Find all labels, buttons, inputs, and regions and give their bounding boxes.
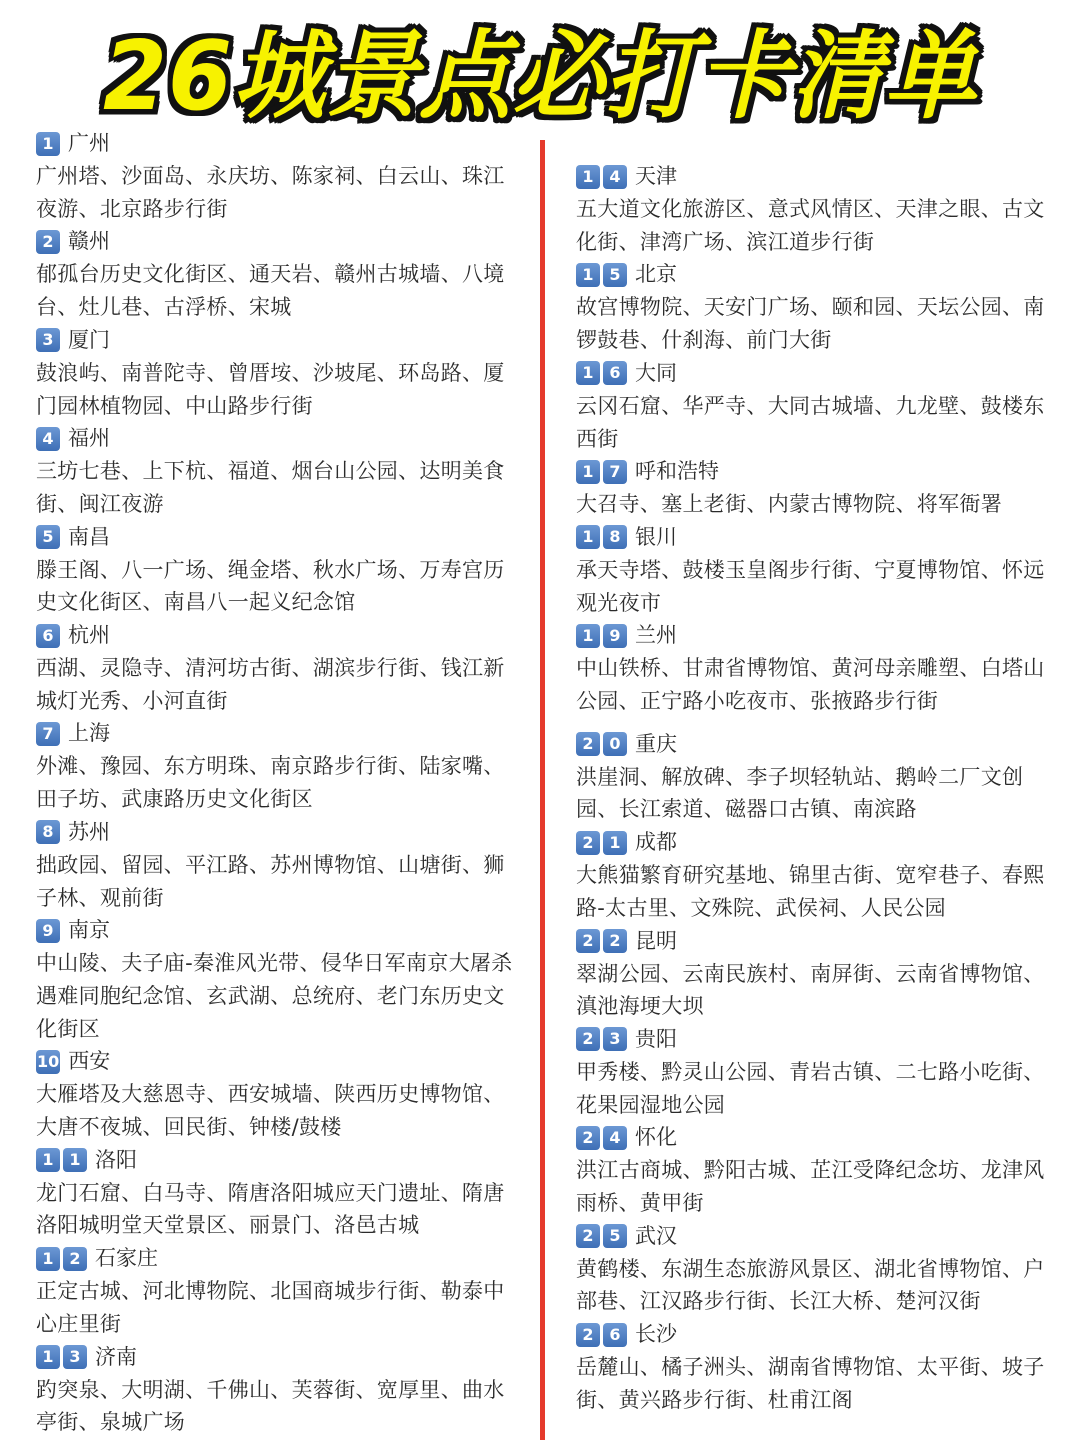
number-keycap-icon: 2 [63,1247,87,1271]
number-keycap-icon: 1 [576,624,600,648]
number-badge [36,1247,87,1271]
city-entry [36,422,516,520]
number-keycap-icon: 1 [576,525,600,549]
spot-list: 大熊猫繁育研究基地、锦里古街、宽窄巷子、春熙路-太古里、文殊院、武侯祠、人民公园 [576,863,1045,920]
spot-list: 广州塔、沙面岛、永庆坊、陈家祠、白云山、珠江夜游、北京路步行街 [36,164,505,221]
number-keycap-icon: 2 [576,1027,600,1051]
city-name: 南京 [68,918,110,943]
number-keycap-icon: 1 [36,1148,60,1172]
city-name: 兰州 [635,623,677,648]
number-keycap-icon: 6 [603,361,627,385]
spot-list: 拙政园、留园、平江路、苏州博物馆、山塘街、狮子林、观前街 [36,852,505,910]
number-keycap-icon: 0 [603,732,627,756]
number-badge [36,1148,87,1172]
number-badge [36,230,60,254]
city-name: 南昌 [68,524,110,549]
number-keycap-icon: 2 [576,732,600,756]
spot-list: 承天寺塔、鼓楼玉皇阁步行街、宁夏博物馆、怀远观光夜市 [576,557,1045,615]
spot-list: 三坊七巷、上下杭、福道、烟台山公园、达明美食街、闽江夜游 [36,459,505,516]
city-entry [36,619,516,717]
city-name: 西安 [68,1049,111,1074]
city-entry [576,1121,1046,1219]
city-entry [576,258,1046,356]
spot-list: 中山铁桥、甘肃省博物馆、黄河母亲雕塑、白塔山公园、正宁路小吃夜市、张掖路步行街 [576,656,1045,714]
city-entry [576,1220,1046,1318]
city-heading [576,521,1046,554]
spot-list: 云冈石窟、华严寺、大同古城墙、九龙壁、鼓楼东西街 [576,393,1045,451]
spot-list: 外滩、豫园、东方明珠、南京路步行街、陆家嘴、田子坊、武康路历史文化街区 [36,754,505,812]
number-keycap-icon: 3 [63,1345,87,1369]
number-keycap-icon: 5 [603,1224,627,1248]
number-keycap-icon: 5 [36,525,60,549]
spot-list: 岳麓山、橘子洲头、湖南省博物馆、太平街、坡子街、黄兴路步行街、杜甫江阁 [576,1355,1045,1412]
city-entry [576,160,1046,258]
city-name: 长沙 [635,1322,677,1347]
left-column [36,127,516,1439]
city-entry [36,1242,516,1340]
city-entry [36,521,516,619]
city-entry [36,1045,516,1143]
city-name: 广州 [68,131,110,155]
number-keycap-icon: 3 [603,1027,627,1051]
spot-list: 大召寺、塞上老街、内蒙古博物院、将军衙署 [576,492,1002,517]
city-entry [576,1023,1046,1121]
number-keycap-icon: 2 [576,1224,600,1248]
number-keycap-icon: 10 [36,1050,60,1074]
spot-list: 西湖、灵隐寺、清河坊古街、湖滨步行街、钱江新城灯光秀、小河直街 [36,656,505,713]
city-name: 厦门 [68,327,110,352]
city-name: 北京 [635,262,677,287]
number-keycap-icon: 9 [603,624,627,648]
city-entry [576,1318,1046,1416]
city-entry [36,1341,516,1439]
number-badge [576,165,627,189]
city-entry [36,1144,516,1242]
spot-list: 翠湖公园、云南民族村、南屏街、云南省博物馆、滇池海埂大坝 [576,961,1045,1019]
number-badge [576,361,627,385]
number-badge [36,1345,87,1369]
city-heading [576,619,1046,652]
city-heading [576,1220,1046,1253]
number-badge [576,1224,627,1248]
spot-list: 鼓浪屿、南普陀寺、曾厝垵、沙坡尾、环岛路、厦门园林植物园、中山路步行街 [36,360,505,418]
city-heading [36,225,516,258]
spot-list: 甲秀楼、黔灵山公园、青岩古镇、二七路小吃街、花果园湿地公园 [576,1059,1045,1117]
spot-list: 郁孤台历史文化街区、通天岩、赣州古城墙、八境台、灶儿巷、古浮桥、宋城 [36,262,505,320]
city-heading [36,521,516,554]
number-badge [36,624,60,648]
city-name: 洛阳 [95,1147,137,1172]
number-keycap-icon: 2 [576,1323,600,1347]
city-heading [576,728,1046,761]
city-entry [576,925,1046,1023]
spot-list: 中山陵、夫子庙-秦淮风光带、侵华日军南京大屠杀遇难同胞纪念馆、玄武湖、总统府、老门东历史文化街区 [36,951,513,1041]
number-keycap-icon: 7 [36,722,60,746]
number-keycap-icon: 2 [36,230,60,254]
number-badge [576,624,627,648]
city-name: 济南 [95,1344,137,1369]
city-name: 呼和浩特 [635,459,719,484]
city-heading [576,1318,1046,1351]
city-heading [36,914,516,947]
city-heading [576,357,1046,390]
number-badge [36,328,60,352]
number-badge [36,525,60,549]
number-keycap-icon: 1 [36,1345,60,1369]
city-entry [36,225,516,323]
number-badge [576,831,627,855]
number-badge [36,132,60,156]
city-heading [36,422,516,455]
number-keycap-icon: 1 [36,1247,60,1271]
number-badge [576,1027,627,1051]
city-heading [36,1341,516,1374]
number-badge [36,427,60,451]
city-heading [36,324,516,357]
city-heading [36,1045,516,1078]
number-keycap-icon: 2 [576,831,600,855]
city-heading [36,717,516,750]
number-keycap-icon: 7 [603,460,627,484]
city-entry [576,619,1046,717]
city-name: 石家庄 [95,1246,158,1271]
number-keycap-icon: 1 [36,132,60,156]
spot-list: 滕王阁、八一广场、绳金塔、秋水广场、万寿宫历史文化街区、南昌八一起义纪念馆 [36,557,505,615]
city-name: 银川 [635,524,677,549]
city-name: 贵阳 [635,1026,677,1051]
number-keycap-icon: 8 [603,525,627,549]
city-name: 福州 [68,426,110,451]
spot-list: 大雁塔及大慈恩寺、西安城墙、陕西历史博物馆、大唐不夜城、回民街、钟楼/鼓楼 [36,1082,505,1140]
number-keycap-icon: 5 [603,263,627,287]
city-heading [36,816,516,849]
city-entry [576,521,1046,619]
number-keycap-icon: 2 [576,929,600,953]
number-keycap-icon: 4 [36,427,60,451]
city-name: 怀化 [635,1125,677,1150]
city-heading [36,1144,516,1177]
city-name: 杭州 [68,623,110,648]
city-heading [576,455,1046,488]
number-badge [576,460,627,484]
city-name: 重庆 [635,731,677,756]
city-name: 成都 [635,830,677,855]
city-entry [36,914,516,1045]
number-keycap-icon: 2 [576,1126,600,1150]
spot-list: 龙门石窟、白马寺、隋唐洛阳城应天门遗址、隋唐洛阳城明堂天堂景区、丽景门、洛邑古城 [36,1180,505,1238]
number-keycap-icon: 9 [36,919,60,943]
city-entry [576,728,1046,826]
right-column [576,160,1046,1417]
city-entry [36,816,516,914]
number-badge [36,919,60,943]
city-name: 天津 [635,164,677,188]
spot-list: 洪崖洞、解放碑、李子坝轻轨站、鹅岭二厂文创园、长江索道、磁器口古镇、南滨路 [576,764,1024,822]
spot-list: 五大道文化旅游区、意式风情区、天津之眼、古文化街、津湾广场、滨江道步行街 [576,197,1045,254]
city-heading [576,925,1046,958]
number-keycap-icon: 1 [576,460,600,484]
city-heading [36,1242,516,1275]
city-name: 武汉 [635,1223,677,1248]
number-keycap-icon: 4 [603,1126,627,1150]
page-title: 26城景点必打卡清单 [102,20,978,133]
number-keycap-icon: 4 [603,165,627,189]
city-name: 上海 [68,721,110,746]
city-name: 大同 [635,360,677,385]
city-heading [576,160,1046,193]
number-badge [36,820,60,844]
number-badge [576,929,627,953]
number-badge [36,722,60,746]
city-name: 苏州 [68,819,110,844]
city-heading [576,1023,1046,1056]
number-keycap-icon: 8 [36,820,60,844]
city-heading [36,127,516,160]
number-keycap-icon: 1 [576,263,600,287]
city-entry [576,826,1046,924]
spot-list: 黄鹤楼、东湖生态旅游风景区、湖北省博物馆、户部巷、江汉路步行街、长江大桥、楚河汉街 [576,1256,1045,1314]
spot-list: 洪江古商城、黔阳古城、芷江受降纪念坊、龙津风雨桥、黄甲街 [576,1158,1045,1216]
city-heading [576,826,1046,859]
city-entry [576,357,1046,455]
number-keycap-icon: 1 [63,1148,87,1172]
city-entry [576,455,1046,521]
city-entry [36,324,516,422]
number-keycap-icon: 3 [36,328,60,352]
city-name: 昆明 [635,928,677,953]
number-badge [576,525,627,549]
number-keycap-icon: 1 [576,361,600,385]
spot-list: 故宫博物院、天安门广场、颐和园、天坛公园、南锣鼓巷、什刹海、前门大街 [576,295,1045,353]
number-keycap-icon: 2 [603,929,627,953]
number-keycap-icon: 1 [576,165,600,189]
city-entry [36,127,516,225]
red-divider [540,140,545,1440]
number-badge [576,732,627,756]
city-heading [576,1121,1046,1154]
spot-list: 正定古城、河北博物院、北国商城步行街、勒泰中心庄里街 [36,1279,505,1336]
city-entry [36,717,516,815]
spot-list: 趵突泉、大明湖、千佛山、芙蓉街、宽厚里、曲水亭街、泉城广场 [36,1377,505,1435]
number-keycap-icon: 6 [36,624,60,648]
number-keycap-icon: 1 [603,831,627,855]
number-badge [576,263,627,287]
number-badge [576,1126,627,1150]
city-heading [576,258,1046,291]
city-heading [36,619,516,652]
number-badge [576,1323,627,1347]
city-name: 赣州 [68,229,110,254]
number-keycap-icon: 6 [603,1323,627,1347]
number-badge [36,1050,60,1074]
